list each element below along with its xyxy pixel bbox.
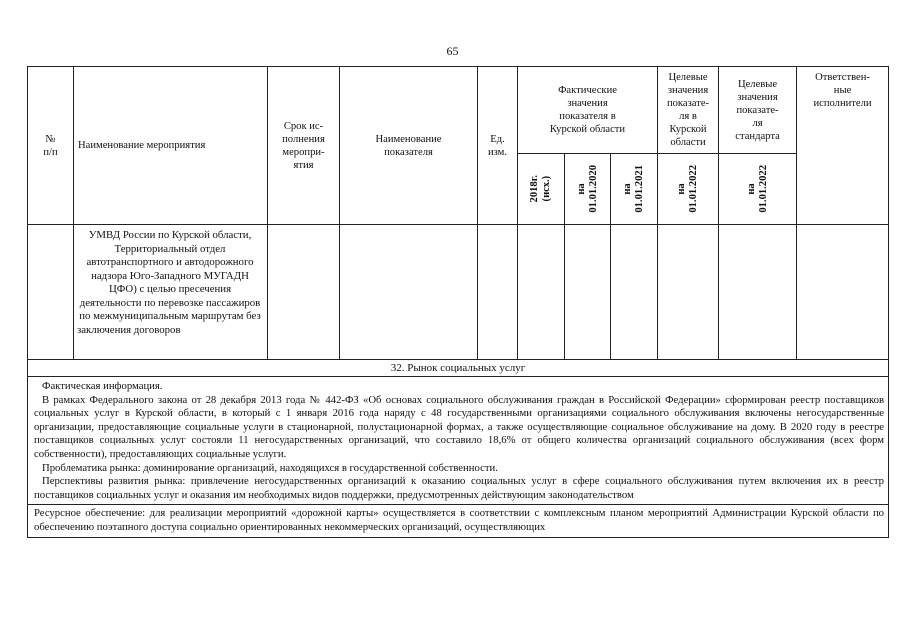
cell-indicator <box>340 225 478 360</box>
header-responsible: Ответствен- ные исполнители <box>797 67 889 225</box>
cell-num <box>28 225 74 360</box>
subheader-2020 <box>565 154 611 225</box>
header-unit: Ед. изм. <box>478 67 518 225</box>
cell-deadline <box>268 225 340 360</box>
subheader-2021 <box>611 154 658 225</box>
header-num: № п/п <box>28 67 74 225</box>
subheader-2018-label: 2018г. (исх.) <box>529 175 552 203</box>
resource-cell <box>28 505 889 538</box>
subheader-2018 <box>518 154 565 225</box>
cell-unit <box>478 225 518 360</box>
subheader-2022-standard <box>719 154 797 225</box>
header-deadline: Срок ис- полнения меропри- ятия <box>268 67 340 225</box>
info-row <box>28 377 889 505</box>
page-number: 65 <box>446 44 459 58</box>
info-paragraph-3: Перспективы развития рынка: привлечение негосударственных организаций к оказанию социальных услуг в сфере социального обслуживания путем включения их в реестр поставщиков социальных услуг и оказания им необходимых видов поддержки, предусмотренных действующим законодательством <box>34 475 885 501</box>
header-indicator: Наименование показателя <box>340 67 478 225</box>
resource-row <box>28 505 889 538</box>
subheader-2020-label: на 01.01.2020 <box>575 165 599 213</box>
resource-text: Ресурсное обеспечение: для реализации мероприятий «дорожной карты» осуществляется в соответствии с комплексным планом мероприятий Администрации Курской области по обеспечению поэтапного доступа социально ориентированных некоммерческих организаций, осуществляющих <box>34 507 885 533</box>
subheader-2021-label: на 01.01.2021 <box>622 165 646 213</box>
cell-2022-standard <box>719 225 797 360</box>
cell-activity: УМВД России по Курской области, Территориальный отдел автотранспортного и автодорожного надзора Юго-Западного МУГАДН ЦФО) с целью пресечения деятельности по перевозке пассажиров по межмуниципальным маршрутам без заключения договоров <box>74 225 268 360</box>
header-target-kursk: Целевые значения показате- ля в Курской области <box>658 67 719 154</box>
activity-row <box>28 225 889 360</box>
roadmap-table <box>27 66 889 538</box>
info-label: Фактическая информация. <box>42 380 163 392</box>
info-paragraph-1: В рамках Федерального закона от 28 декабря 2013 года № 442-ФЗ «Об основах социального обслуживания граждан в Российской Федерации» сформирован реестр поставщиков социальных услуг в Курской области, в который с 1 января 2016 года наряду с 48 государственными организациями социального обслуживания включены негосударственные организации, предоставляющие социальные услуги в стационарной, полустационарной формах, а также осуществляющие социальное обслуживание на дому. В 2020 году в реестре поставщиков социальных услуг состояли 11 негосударственных организаций, что составило 18,6% от общего количества организаций социального обслуживания (всех форм собственности), предоставляющих социальные услуги. <box>34 393 885 460</box>
cell-2018 <box>518 225 565 360</box>
header-actual-values: Фактические значения показателя в Курской области <box>518 67 658 154</box>
cell-2021 <box>611 225 658 360</box>
section-row <box>28 360 889 377</box>
header-activity: Наименование мероприятия <box>74 67 268 225</box>
header-row-1 <box>28 67 889 154</box>
cell-2020 <box>565 225 611 360</box>
cell-2022-kursk <box>658 225 719 360</box>
info-block <box>28 377 889 505</box>
info-paragraph-2: Проблематика рынка: доминирование организаций, находящихся в государственной собственности. <box>42 461 498 474</box>
section-title: 32. Рынок социальных услуг <box>28 360 889 377</box>
subheader-2022-kursk <box>658 154 719 225</box>
cell-responsible <box>797 225 889 360</box>
subheader-2022-kursk-label: на 01.01.2022 <box>676 165 700 213</box>
header-target-standard: Целевые значения показате- ля стандарта <box>719 67 797 154</box>
subheader-2022-standard-label: на 01.01.2022 <box>745 165 769 213</box>
